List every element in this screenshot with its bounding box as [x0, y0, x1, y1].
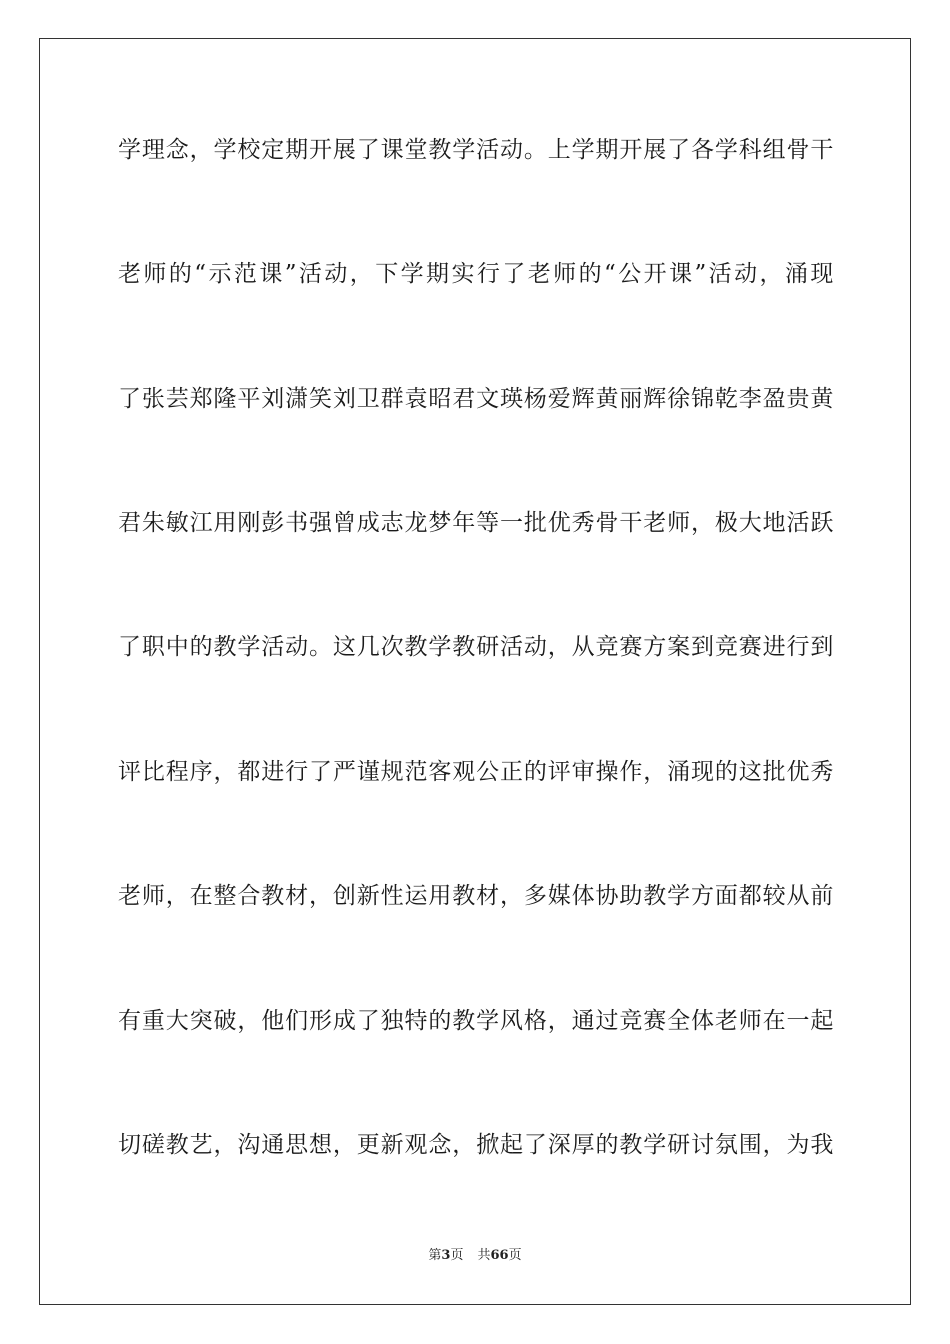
- total-prefix: 共: [477, 1248, 491, 1263]
- text-line-9: 切磋教艺，沟通思想，更新观念，掀起了深厚的教学研讨氛围，为我: [118, 1132, 834, 1158]
- page-current-number: 3: [441, 1248, 451, 1263]
- page-prefix: 第: [428, 1248, 442, 1263]
- text-line-7: 老师，在整合教材，创新性运用教材，多媒体协助教学方面都较从前: [118, 883, 834, 909]
- page-total-number: 66: [490, 1248, 509, 1263]
- text-line-3: 了张芸郑隆平刘潇笑刘卫群袁昭君文瑛杨爱辉黄丽辉徐锦乾李盈贵黄: [118, 386, 834, 412]
- text-line-6: 评比程序，都进行了严谨规范客观公正的评审操作，涌现的这批优秀: [118, 759, 834, 785]
- page-suffix: 页: [450, 1248, 464, 1263]
- page-footer: [0, 1247, 950, 1265]
- page-border: [39, 38, 911, 1305]
- total-suffix: 页: [508, 1248, 522, 1263]
- text-line-1: 学理念，学校定期开展了课堂教学活动。上学期开展了各学科组骨干: [118, 137, 834, 163]
- text-line-4: 君朱敏江用刚彭书强曾成志龙梦年等一批优秀骨干老师，极大地活跃: [118, 510, 834, 536]
- text-line-2: 老师的“示范课”活动，下学期实行了老师的“公开课”活动，涌现: [118, 261, 834, 287]
- text-line-8: 有重大突破，他们形成了独特的教学风格，通过竞赛全体老师在一起: [118, 1008, 834, 1034]
- text-line-5: 了职中的教学活动。这几次教学教研活动，从竞赛方案到竞赛进行到: [118, 634, 834, 660]
